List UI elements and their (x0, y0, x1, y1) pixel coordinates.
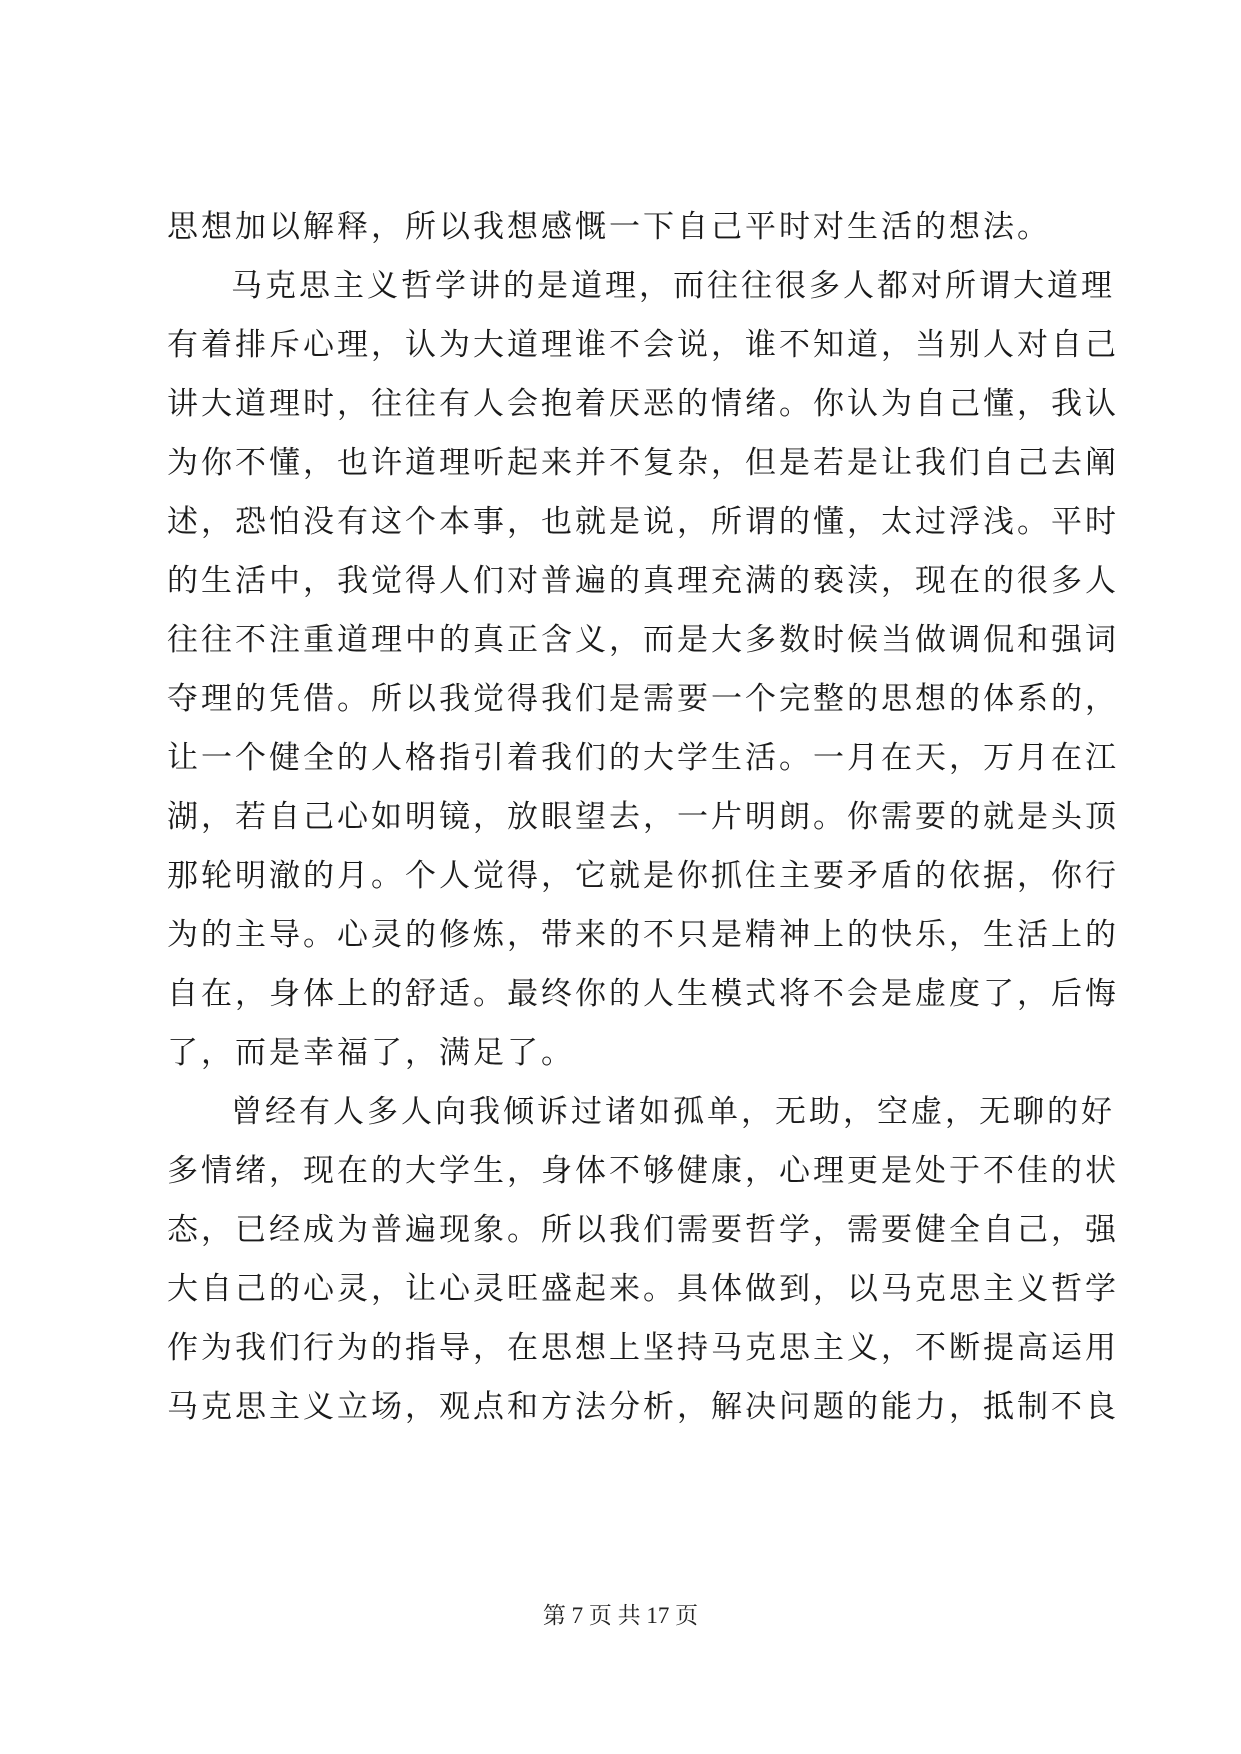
paragraph-2-line-12: 为的主导。心灵的修炼，带来的不只是精神上的快乐，生活上的 (167, 917, 1119, 953)
paragraph-3-line-6: 马克思主义立场，观点和方法分析，解决问题的能力，抵制不良 (167, 1389, 1119, 1425)
page-number-footer: 第 7 页 共 17 页 (542, 1603, 699, 1628)
paragraph-2-line-7: 往往不注重道理中的真正含义，而是大多数时候当做调侃和强词 (167, 622, 1119, 658)
paragraph-2-line-6: 的生活中，我觉得人们对普遍的真理充满的亵渎，现在的很多人 (167, 563, 1119, 599)
paragraph-1-line-1: 思想加以解释，所以我想感慨一下自己平时对生活的想法。 (167, 209, 1051, 245)
paragraph-2-line-1: 马克思主义哲学讲的是道理，而往往很多人都对所谓大道理 (231, 268, 1115, 304)
paragraph-2-line-9: 让一个健全的人格指引着我们的大学生活。一月在天，万月在江 (167, 740, 1119, 776)
body-text (167, 198, 1119, 1437)
paragraph-2-line-11: 那轮明澈的月。个人觉得，它就是你抓住主要矛盾的依据，你行 (167, 858, 1119, 894)
paragraph-2-line-10: 湖，若自己心如明镜，放眼望去，一片明朗。你需要的就是头顶 (167, 799, 1119, 835)
paragraph-2-line-2: 有着排斥心理，认为大道理谁不会说，谁不知道，当别人对自己 (167, 327, 1119, 363)
paragraph-3-line-1: 曾经有人多人向我倾诉过诸如孤单，无助，空虚，无聊的好 (231, 1094, 1115, 1130)
paragraph-2-line-13: 自在，身体上的舒适。最终你的人生模式将不会是虚度了，后悔 (167, 976, 1119, 1012)
paragraph-3-line-5: 作为我们行为的指导，在思想上坚持马克思主义，不断提高运用 (167, 1330, 1119, 1366)
paragraph-2-line-8: 夺理的凭借。所以我觉得我们是需要一个完整的思想的体系的， (167, 681, 1119, 717)
paragraph-3-line-4: 大自己的心灵，让心灵旺盛起来。具体做到，以马克思主义哲学 (167, 1271, 1119, 1307)
paragraph-2-line-14: 了，而是幸福了，满足了。 (167, 1035, 575, 1071)
paragraph-3-line-2: 多情绪，现在的大学生，身体不够健康，心理更是处于不佳的状 (167, 1153, 1119, 1189)
paragraph-2-line-5: 述，恐怕没有这个本事，也就是说，所谓的懂，太过浮浅。平时 (167, 504, 1119, 540)
paragraph-2-line-3: 讲大道理时，往往有人会抱着厌恶的情绪。你认为自己懂，我认 (167, 386, 1119, 422)
paragraph-3-line-3: 态，已经成为普遍现象。所以我们需要哲学，需要健全自己，强 (167, 1212, 1119, 1248)
paragraph-2-line-4: 为你不懂，也许道理听起来并不复杂，但是若是让我们自己去阐 (167, 445, 1119, 481)
